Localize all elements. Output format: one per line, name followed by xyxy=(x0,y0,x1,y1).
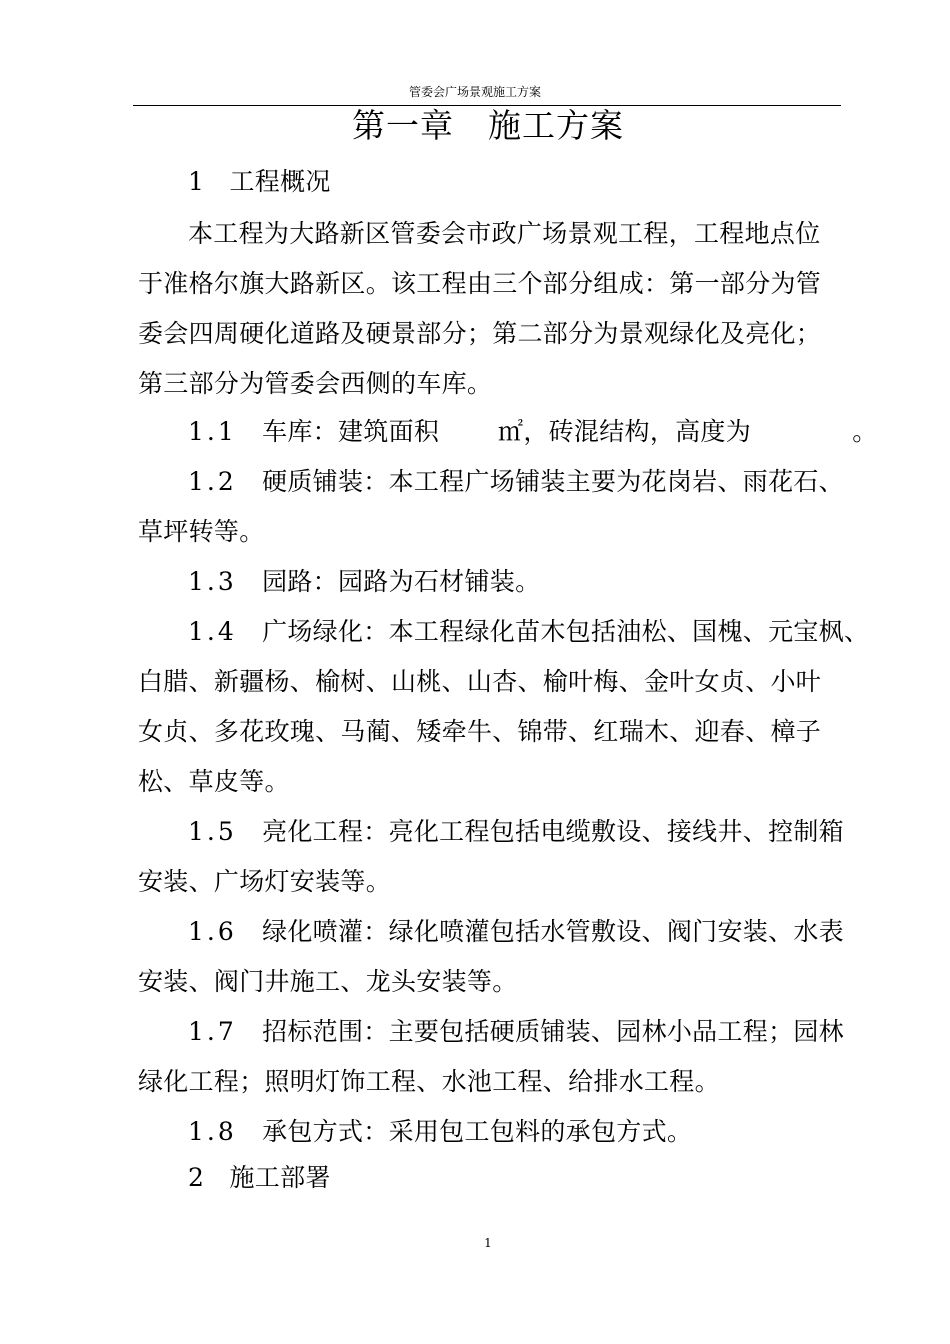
item-text: 广场绿化：本工程绿化苗木包括油松、国槐、元宝枫、 xyxy=(262,617,870,646)
chapter-title: 第一章 施工方案 xyxy=(352,106,624,145)
item-1-6 xyxy=(188,916,844,948)
item-1-2 xyxy=(188,466,844,498)
paragraph-line: 绿化工程；照明灯饰工程、水池工程、给排水工程。 xyxy=(138,1067,720,1096)
item-number: 1.6 xyxy=(188,917,237,946)
item-1-8 xyxy=(188,1116,692,1148)
item-text: 招标范围：主要包括硬质铺装、园林小品工程；园林 xyxy=(262,1017,844,1046)
item-1-5 xyxy=(188,816,844,848)
paragraph-line: 本工程为大路新区管委会市政广场景观工程，工程地点位 xyxy=(188,219,821,248)
item-1-4 xyxy=(188,616,869,648)
item-number: 1.5 xyxy=(188,817,237,846)
item-text: 园路：园路为石材铺装。 xyxy=(262,567,541,596)
item-text: 亮化工程：亮化工程包括电缆敷设、接线井、控制箱 xyxy=(262,817,844,846)
paragraph-line: 白腊、新疆杨、榆树、山桃、山杏、榆叶梅、金叶女贞、小叶 xyxy=(138,667,822,696)
item-number: 1.3 xyxy=(188,567,237,596)
section-heading-2: 2 施工部署 xyxy=(188,1163,331,1192)
item-1-3 xyxy=(188,566,540,598)
item-1-7 xyxy=(188,1016,844,1048)
section-heading-1: 1 工程概况 xyxy=(188,167,331,196)
item-text: 承包方式：采用包工包料的承包方式。 xyxy=(262,1117,693,1146)
paragraph-line: 第三部分为管委会西侧的车库。 xyxy=(138,369,493,398)
item-number: 1.4 xyxy=(188,617,237,646)
paragraph-line: 于准格尔旗大路新区。该工程由三个部分组成：第一部分为管 xyxy=(138,269,822,298)
paragraph-line: 委会四周硬化道路及硬景部分；第二部分为景观绿化及亮化； xyxy=(138,319,822,348)
item-1-1 xyxy=(188,416,878,448)
paragraph-line: 草坪转等。 xyxy=(138,517,265,546)
paragraph-line: 女贞、多花玫瑰、马蔺、矮牵牛、锦带、红瑞木、迎春、樟子 xyxy=(138,717,822,746)
item-text: 绿化喷灌：绿化喷灌包括水管敷设、阀门安装、水表 xyxy=(262,917,844,946)
item-number: 1.2 xyxy=(188,467,237,496)
paragraph-line: 松、草皮等。 xyxy=(138,767,290,796)
item-number: 1.1 xyxy=(188,417,237,446)
item-text: 硬质铺装：本工程广场铺装主要为花岗岩、雨花石、 xyxy=(262,467,844,496)
running-header: 管委会广场景观施工方案 xyxy=(408,85,541,99)
item-number: 1.7 xyxy=(188,1017,237,1046)
paragraph-line: 安装、阀门井施工、龙头安装等。 xyxy=(138,967,518,996)
item-number: 1.8 xyxy=(188,1117,237,1146)
paragraph-line: 安装、广场灯安装等。 xyxy=(138,867,392,896)
item-text: 车库：建筑面积 ㎡，砖混结构，高度为 。 xyxy=(262,417,878,446)
page-number: 1 xyxy=(484,1236,492,1250)
